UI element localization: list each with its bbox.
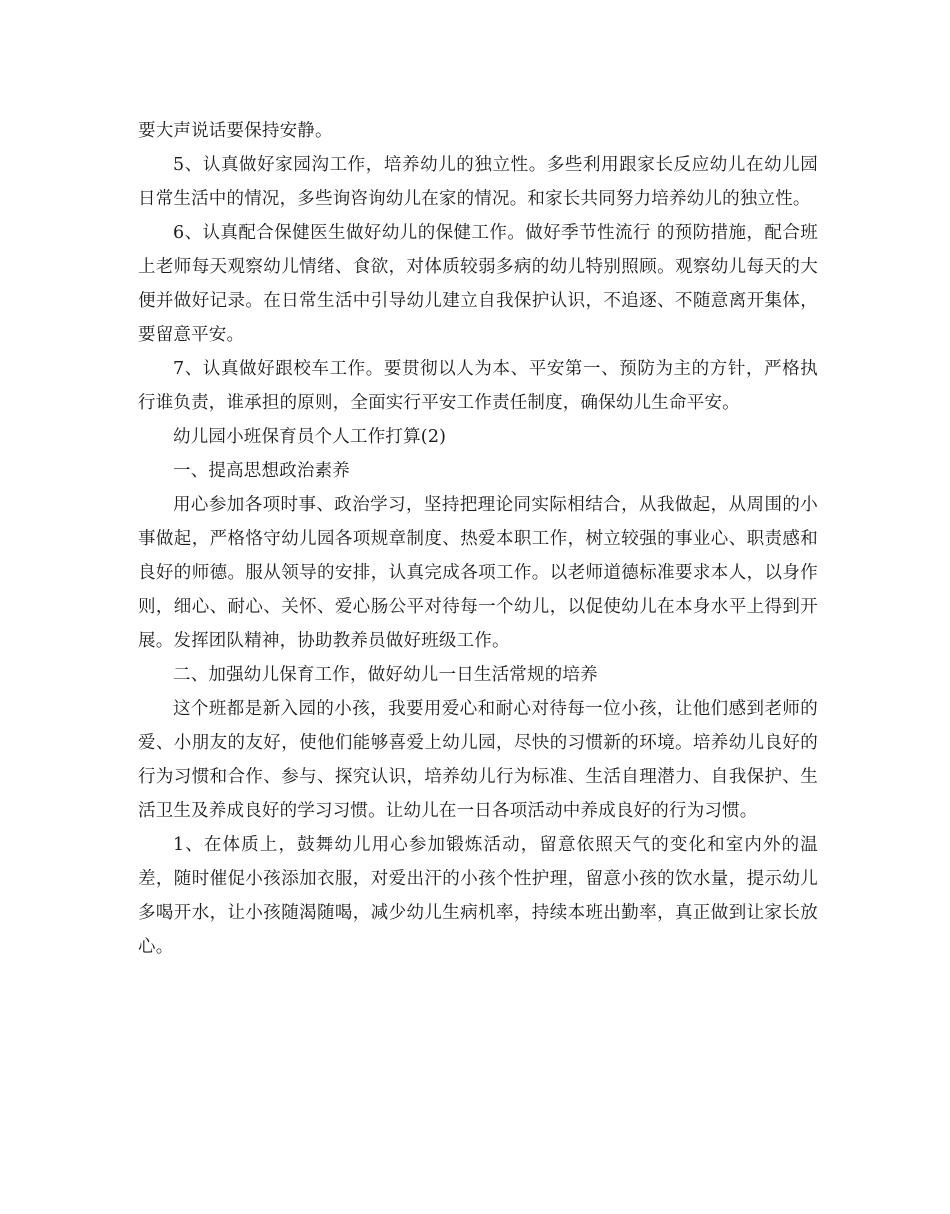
paragraph-item-7: 7、认真做好跟校车工作。要贯彻以人为本、平安第一、预防为主的方针，严格执行谁负责，谁承担的原则，全面实行平安工作责任制度，确保幼儿生命平安。 [138, 359, 818, 413]
paragraph-item-1: 1、在体质上，鼓舞幼儿用心参加锻炼活动，留意依照天气的变化和室内外的温差，随时催促小孩添加衣服，对爱出汗的小孩个性护理，留意小孩的饮水量，提示幼儿多喝开水，让小孩随渴随喝，减少幼儿生病机率，持续本班出勤率，真正做到让家长放心。 [138, 835, 818, 957]
document-body [138, 114, 818, 964]
paragraph-item-6: 6、认真配合保健医生做好幼儿的保健工作。做好季节性流行 的预防措施，配合班上老师每天观察幼儿情绪、食欲，对体质较弱多病的幼儿特别照顾。观察幼儿每天的大便并做好记录。在日常生活中引导幼儿建立自我保护认识，不追逐、不随意离开集体，要留意平安。 [138, 223, 818, 345]
section-heading-1: 一、提高思想政治素养 [173, 461, 350, 481]
paragraph-body-1: 用心参加各项时事、政治学习，坚持把理论同实际相结合，从我做起，从周围的小事做起，严格恪守幼儿园各项规章制度、热爱本职工作，树立较强的事业心、职责感和良好的师德。服从领导的安排，认真完成各项工作。以老师道德标准要求本人，以身作则，细心、耐心、关怀、爱心肠公平对待每一个幼儿，以促使幼儿在本身水平上得到开展。发挥团队精神，协助教养员做好班级工作。 [138, 495, 818, 651]
section-heading-2: 二、加强幼儿保育工作，做好幼儿一日生活常规的培养 [173, 665, 598, 685]
paragraph-body-2: 这个班都是新入园的小孩，我要用爱心和耐心对待每一位小孩，让他们感到老师的爱、小朋友的友好，使他们能够喜爱上幼儿园，尽快的习惯新的环境。培养幼儿良好的行为习惯和合作、参与、探究认识，培养幼儿行为标准、生活自理潜力、自我保护、生活卫生及养成良好的学习习惯。让幼儿在一日各项活动中养成良好的行为习惯。 [138, 699, 818, 821]
paragraph-item-5: 5、认真做好家园沟工作，培养幼儿的独立性。多些利用跟家长反应幼儿在幼儿园日常生活中的情况，多些询咨询幼儿在家的情况。和家长共同努力培养幼儿的独立性。 [138, 155, 818, 209]
paragraph-continuation: 要大声说话要保持安静。 [138, 121, 333, 141]
section-title: 幼儿园小班保育员个人工作打算(2) [173, 427, 447, 447]
